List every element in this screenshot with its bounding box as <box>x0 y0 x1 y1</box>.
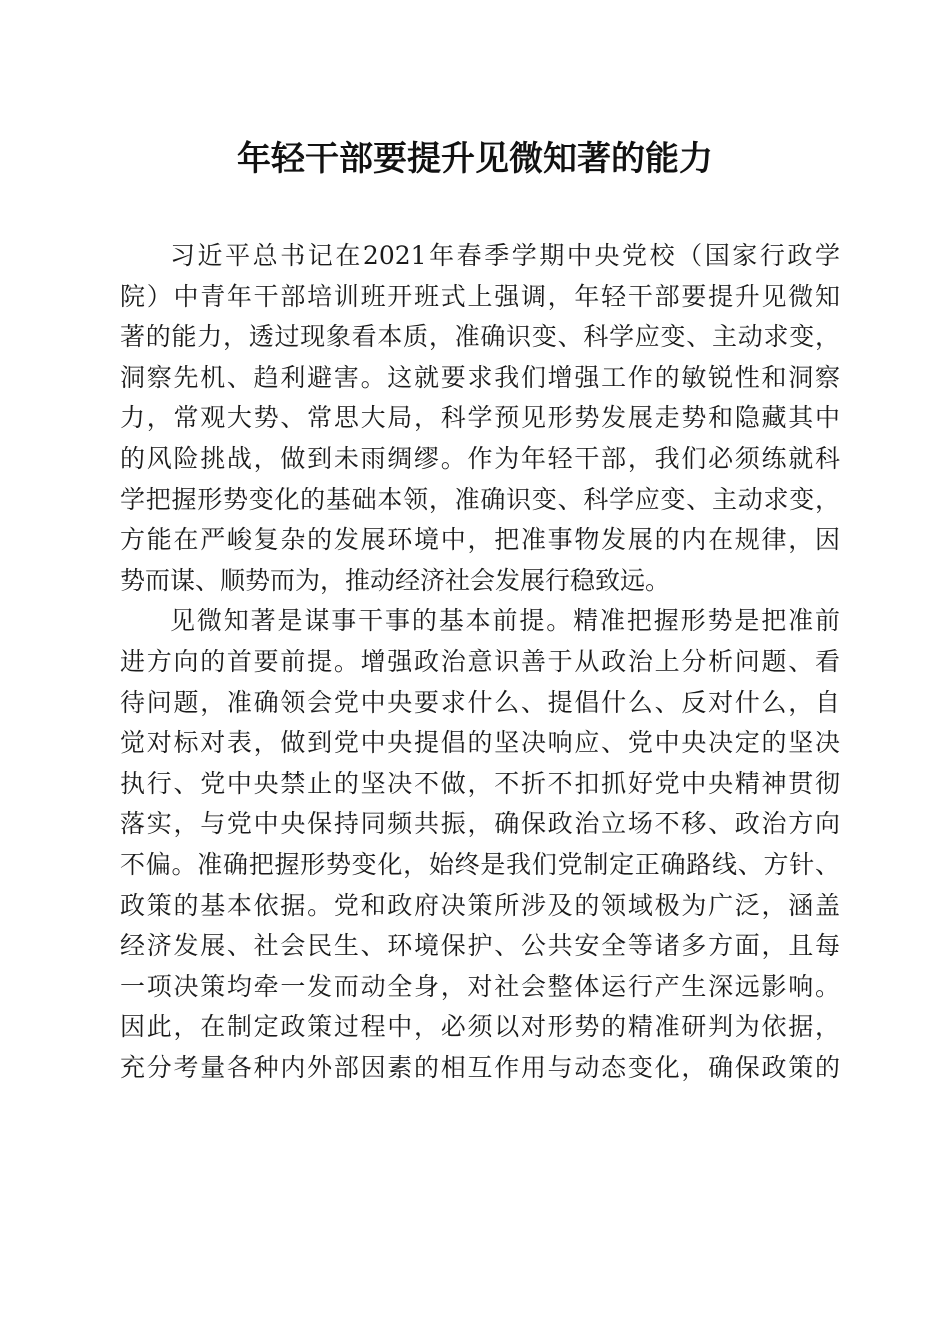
paragraph-2-line-4: 觉对标对表，做到党中央提倡的坚决响应、党中央决定的坚决 <box>120 728 840 758</box>
paragraph-2-line-7: 不偏。准确把握形势变化，始终是我们党制定正确路线、方针、 <box>120 849 840 879</box>
paragraph-1-line-5: 力，常观大势、常思大局，科学预见形势发展走势和隐藏其中 <box>120 403 840 433</box>
paragraph-1-line-3: 著的能力，透过现象看本质，准确识变、科学应变、主动求变， <box>120 322 840 352</box>
paragraph-1-line-2: 院）中青年干部培训班开班式上强调，年轻干部要提升见微知 <box>120 281 840 311</box>
paragraph-2-line-3: 待问题，准确领会党中央要求什么、提倡什么、反对什么，自 <box>120 687 840 717</box>
document-body <box>120 236 840 1088</box>
paragraph-1-line-7: 学把握形势变化的基础本领，准确识变、科学应变、主动求变， <box>120 484 840 514</box>
paragraph-1-line-8: 方能在严峻复杂的发展环境中，把准事物发展的内在规律，因 <box>120 525 840 555</box>
paragraph-1-line-1: 习近平总书记在2021年春季学期中央党校（国家行政学 <box>170 241 840 270</box>
paragraph-2-line-8: 政策的基本依据。党和政府决策所涉及的领域极为广泛，涵盖 <box>120 890 840 920</box>
paragraph-2-line-2: 进方向的首要前提。增强政治意识善于从政治上分析问题、看 <box>120 646 840 676</box>
paragraph-2-line-1: 见微知著是谋事干事的基本前提。精准把握形势是把准前 <box>170 606 840 636</box>
paragraph-1-line-6: 的风险挑战，做到未雨绸缪。作为年轻干部，我们必须练就科 <box>120 443 840 473</box>
document-title: 年轻干部要提升见微知著的能力 <box>237 139 713 179</box>
paragraph-1-line-4: 洞察先机、趋利避害。这就要求我们增强工作的敏锐性和洞察 <box>120 362 840 392</box>
paragraph-1-line-9: 势而谋、顺势而为，推动经济社会发展行稳致远。 <box>120 565 671 595</box>
paragraph-2-line-6: 落实，与党中央保持同频共振，确保政治立场不移、政治方向 <box>120 809 840 839</box>
paragraph-2-line-11: 因此，在制定政策过程中，必须以对形势的精准研判为依据， <box>120 1012 840 1042</box>
paragraph-2-line-5: 执行、党中央禁止的坚决不做，不折不扣抓好党中央精神贯彻 <box>120 768 840 798</box>
paragraph-2-line-12: 充分考量各种内外部因素的相互作用与动态变化，确保政策的 <box>120 1052 840 1082</box>
paragraph-2-line-10: 一项决策均牵一发而动全身，对社会整体运行产生深远影响。 <box>120 971 840 1001</box>
paragraph-2-line-9: 经济发展、社会民生、环境保护、公共安全等诸多方面，且每 <box>120 931 840 961</box>
